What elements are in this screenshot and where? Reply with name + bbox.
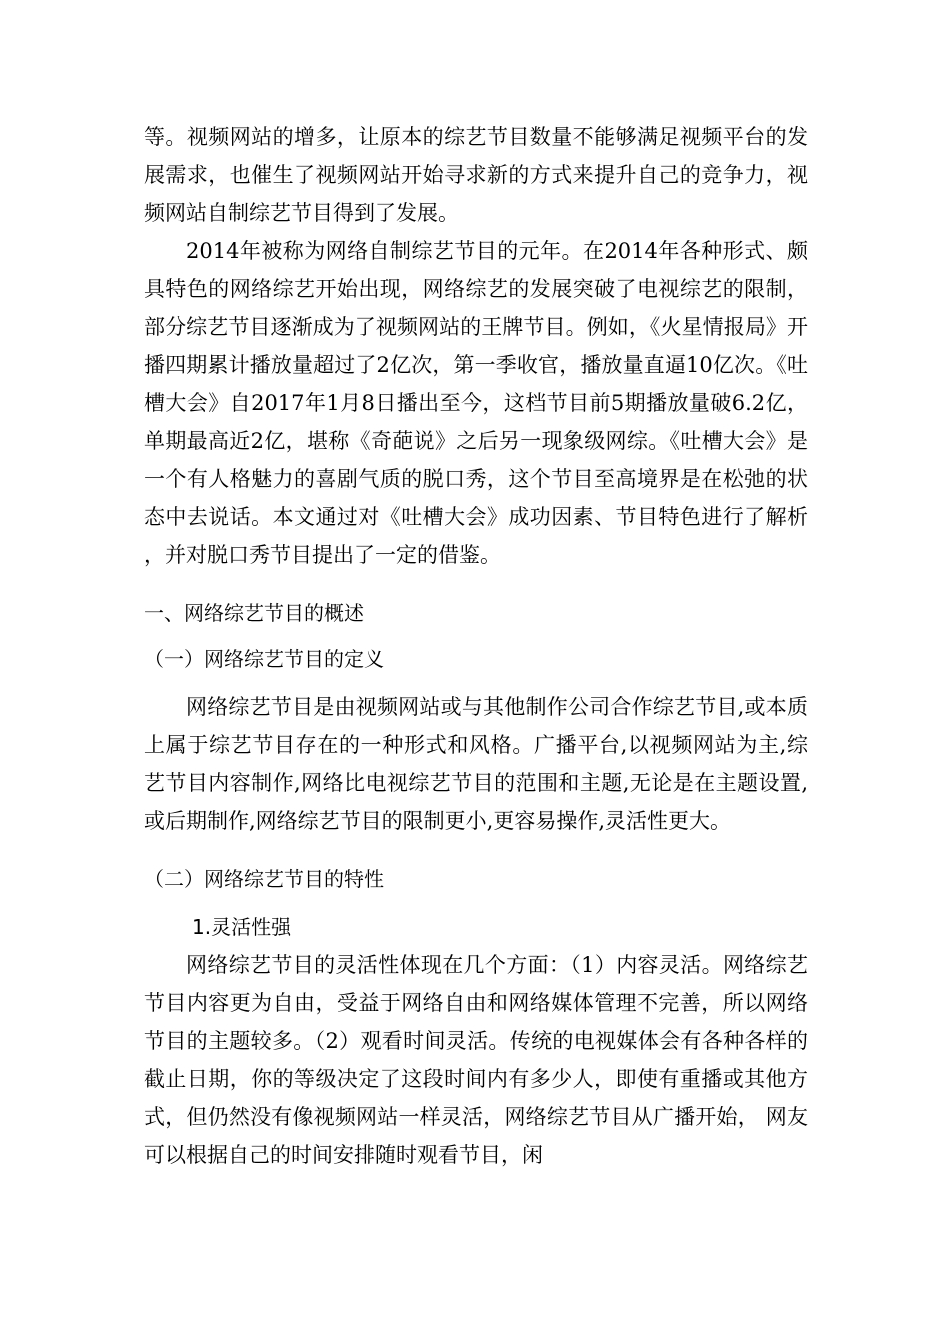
body-paragraph: 2014年被称为网络自制综艺节目的元年。在2014年各种形式、颇具特色的网络综艺开始出现，网络综艺的发展突破了电视综艺的限制，部分综艺节目逐渐成为了视频网站的王牌节目。例如，《火星情报局》开播四期累计播放量超过了2亿次，第一季收官，播放量直逼10亿次。《吐槽大会》自2017年1月8日播出至今，这档节目前5期播放量破6.2亿，单期最高近2亿，堪称《奇葩说》之后另一现象级网综。《吐槽大会》是一个有人格魅力的喜剧气质的脱口秀，这个节目至高境界是在松弛的状态中去说话。本文通过对《吐槽大会》成功因素、节目特色进行了解析，并对脱口秀节目提出了一定的借鉴。 [144,239,808,567]
body-paragraph: 网络综艺节目是由视频网站或与其他制作公司合作综艺节目,或本质上属于综艺节目存在的一种形式和风格。广播平台,以视频网站为主,综艺节目内容制作,网络比电视综艺节目的范围和主题,无论是在主题设置,或后期制作,网络综艺节目的限制更小,更容易操作,灵活性更大。 [144,695,808,833]
subsection-heading: （二）网络综艺节目的特性 [144,867,384,891]
body-paragraph: 网络综艺节目的灵活性体现在几个方面：（1）内容灵活。网络综艺节目内容更为自由，受益于网络自由和网络媒体管理不完善，所以网络节目的主题较多。（2）观看时间灵活。传统的电视媒体会有各种各样的截止日期，你的等级决定了这段时间内有多少人，即使有重播或其他方式，但仍然没有像视频网站一样灵活，网络综艺节目从广播开始， 网友可以根据自己的时间安排随时观看节目，闲 [144,953,808,1167]
body-paragraph: 等。视频网站的增多，让原本的综艺节目数量不能够满足视频平台的发展需求，也催生了视频网站开始寻求新的方式来提升自己的竞争力，视频网站自制综艺节目得到了发展。 [144,125,808,225]
item-heading: 1.灵活性强 [192,915,292,939]
section-heading: 一、网络综艺节目的概述 [144,601,364,625]
subsection-heading: （一）网络综艺节目的定义 [144,647,384,671]
document-page [144,118,808,1174]
